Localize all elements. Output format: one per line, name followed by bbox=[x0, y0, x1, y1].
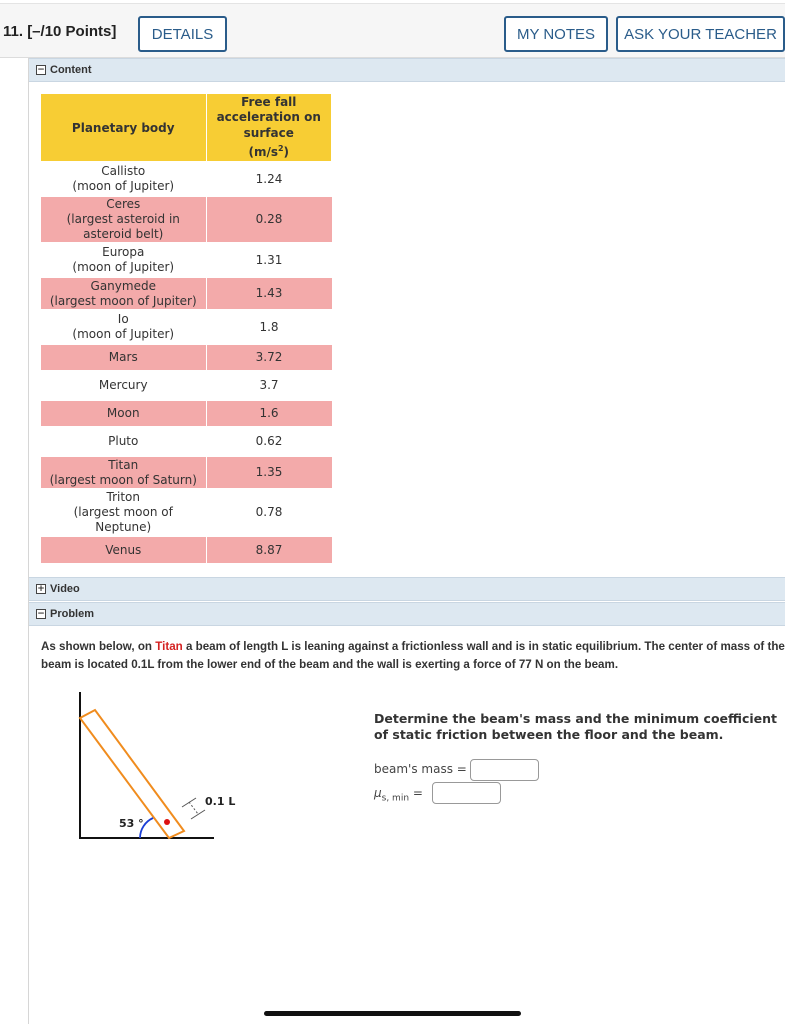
body-name-cell bbox=[41, 489, 206, 536]
beam-diagram bbox=[60, 685, 250, 845]
acceleration-unit-close: ) bbox=[283, 145, 290, 159]
friction-coefficient-input[interactable] bbox=[432, 782, 501, 804]
body-name-cell bbox=[41, 196, 206, 243]
body-name-cell bbox=[41, 310, 206, 344]
acceleration-value: 1.6 bbox=[206, 400, 332, 427]
acceleration-unit-exponent: 2 bbox=[277, 144, 284, 153]
acceleration-value: 0.78 bbox=[206, 489, 332, 536]
angle-label: 53 ° bbox=[119, 817, 144, 830]
body-description: (moon of Jupiter) bbox=[72, 179, 175, 193]
body-description: (largest moon of Saturn) bbox=[49, 472, 197, 487]
body-name: Europa bbox=[102, 245, 145, 259]
body-name-cell bbox=[41, 400, 206, 427]
body-name: Venus bbox=[105, 542, 142, 557]
body-name-cell bbox=[41, 536, 206, 563]
beam-mass-input[interactable] bbox=[470, 759, 539, 781]
problem-statement bbox=[41, 638, 785, 674]
problem-text-rest: a beam of length L is leaning against a frictionless wall and is in static equilibrium. The center of mass of the beam is located 0.1L from the lower end of the beam and the wall is exerting a force of 77 N on the beam. bbox=[41, 640, 785, 671]
dimension-line bbox=[189, 802, 198, 814]
body-name: Mercury bbox=[98, 378, 148, 392]
content-section-label: Content bbox=[50, 64, 92, 76]
body-name: Ceres bbox=[106, 197, 141, 211]
question-number: 11. [–/10 Points] bbox=[3, 23, 117, 40]
body-name-cell bbox=[41, 162, 206, 196]
question-header bbox=[0, 4, 785, 58]
determine-instruction: Determine the beam's mass and the minimum coefficient of static friction between the floor and the beam. bbox=[374, 711, 778, 742]
body-name: Io bbox=[117, 312, 129, 326]
body-name-cell bbox=[41, 371, 206, 400]
my-notes-button[interactable]: MY NOTES bbox=[504, 16, 608, 52]
acceleration-value: 0.28 bbox=[206, 196, 332, 243]
body-name: Mars bbox=[108, 350, 138, 364]
body-description: (largest moon of Neptune) bbox=[73, 505, 173, 534]
acceleration-value: 1.31 bbox=[206, 243, 332, 277]
table-row bbox=[41, 400, 332, 427]
expand-icon[interactable]: + bbox=[37, 584, 45, 594]
acceleration-value: 1.35 bbox=[206, 456, 332, 489]
body-name-cell bbox=[41, 344, 206, 371]
body-name: Titan bbox=[108, 457, 139, 472]
left-border bbox=[28, 58, 29, 1024]
mu-label bbox=[374, 786, 423, 803]
body-name-cell bbox=[41, 277, 206, 310]
problem-highlight-titan: Titan bbox=[155, 640, 183, 653]
table-body bbox=[41, 162, 332, 563]
body-description: (moon of Jupiter) bbox=[72, 327, 175, 341]
table-header-row bbox=[41, 94, 332, 162]
beam-mass-label: beam's mass = bbox=[374, 762, 467, 776]
collapse-icon[interactable]: − bbox=[37, 65, 45, 75]
acceleration-value: 3.7 bbox=[206, 371, 332, 400]
acceleration-value: 8.87 bbox=[206, 536, 332, 563]
body-name: Ganymede bbox=[90, 278, 156, 293]
mu-equals: = bbox=[412, 786, 423, 800]
table-row bbox=[41, 310, 332, 344]
body-name: Moon bbox=[106, 406, 140, 420]
table-row bbox=[41, 277, 332, 310]
body-name: Pluto bbox=[108, 434, 139, 448]
ask-your-teacher-button[interactable]: ASK YOUR TEACHER bbox=[616, 16, 785, 52]
dimension-tick-bottom bbox=[191, 810, 205, 819]
table-row bbox=[41, 456, 332, 489]
video-section-label: Video bbox=[50, 583, 80, 595]
column-header-acceleration bbox=[206, 94, 332, 162]
acceleration-header-text: Free fall acceleration on surface bbox=[216, 94, 321, 140]
video-section-header[interactable] bbox=[29, 577, 785, 601]
body-name-cell bbox=[41, 427, 206, 456]
problem-section-header[interactable] bbox=[29, 602, 785, 626]
body-description: (largest moon of Jupiter) bbox=[49, 293, 197, 308]
acceleration-unit: (m/s bbox=[248, 145, 278, 159]
planetary-body-table bbox=[41, 94, 332, 563]
table-row bbox=[41, 243, 332, 277]
acceleration-value: 1.24 bbox=[206, 162, 332, 196]
table-row bbox=[41, 536, 332, 563]
body-name-cell bbox=[41, 456, 206, 489]
acceleration-value: 1.43 bbox=[206, 277, 332, 310]
content-section-header[interactable] bbox=[29, 58, 785, 82]
table-row bbox=[41, 344, 332, 371]
body-name-cell bbox=[41, 243, 206, 277]
body-description: (moon of Jupiter) bbox=[72, 260, 175, 274]
center-of-mass-dot bbox=[164, 819, 170, 825]
table-row bbox=[41, 371, 332, 400]
body-name: Triton bbox=[106, 490, 140, 504]
home-indicator bbox=[264, 1011, 521, 1016]
acceleration-value: 1.8 bbox=[206, 310, 332, 344]
acceleration-value: 3.72 bbox=[206, 344, 332, 371]
acceleration-value: 0.62 bbox=[206, 427, 332, 456]
details-button[interactable]: DETAILS bbox=[138, 16, 227, 52]
body-description: (largest asteroid in asteroid belt) bbox=[66, 212, 180, 241]
mu-symbol: μ bbox=[374, 786, 382, 800]
problem-text-start: As shown below, on bbox=[41, 640, 156, 653]
table-row bbox=[41, 196, 332, 243]
column-header-body: Planetary body bbox=[41, 94, 206, 162]
problem-section-label: Problem bbox=[50, 608, 95, 620]
collapse-icon[interactable]: − bbox=[37, 609, 45, 619]
table-row bbox=[41, 427, 332, 456]
offset-label: 0.1 L bbox=[205, 795, 236, 808]
mu-subscript: s, min bbox=[381, 793, 410, 804]
body-name: Callisto bbox=[101, 164, 146, 178]
table-row bbox=[41, 489, 332, 536]
table-row bbox=[41, 162, 332, 196]
